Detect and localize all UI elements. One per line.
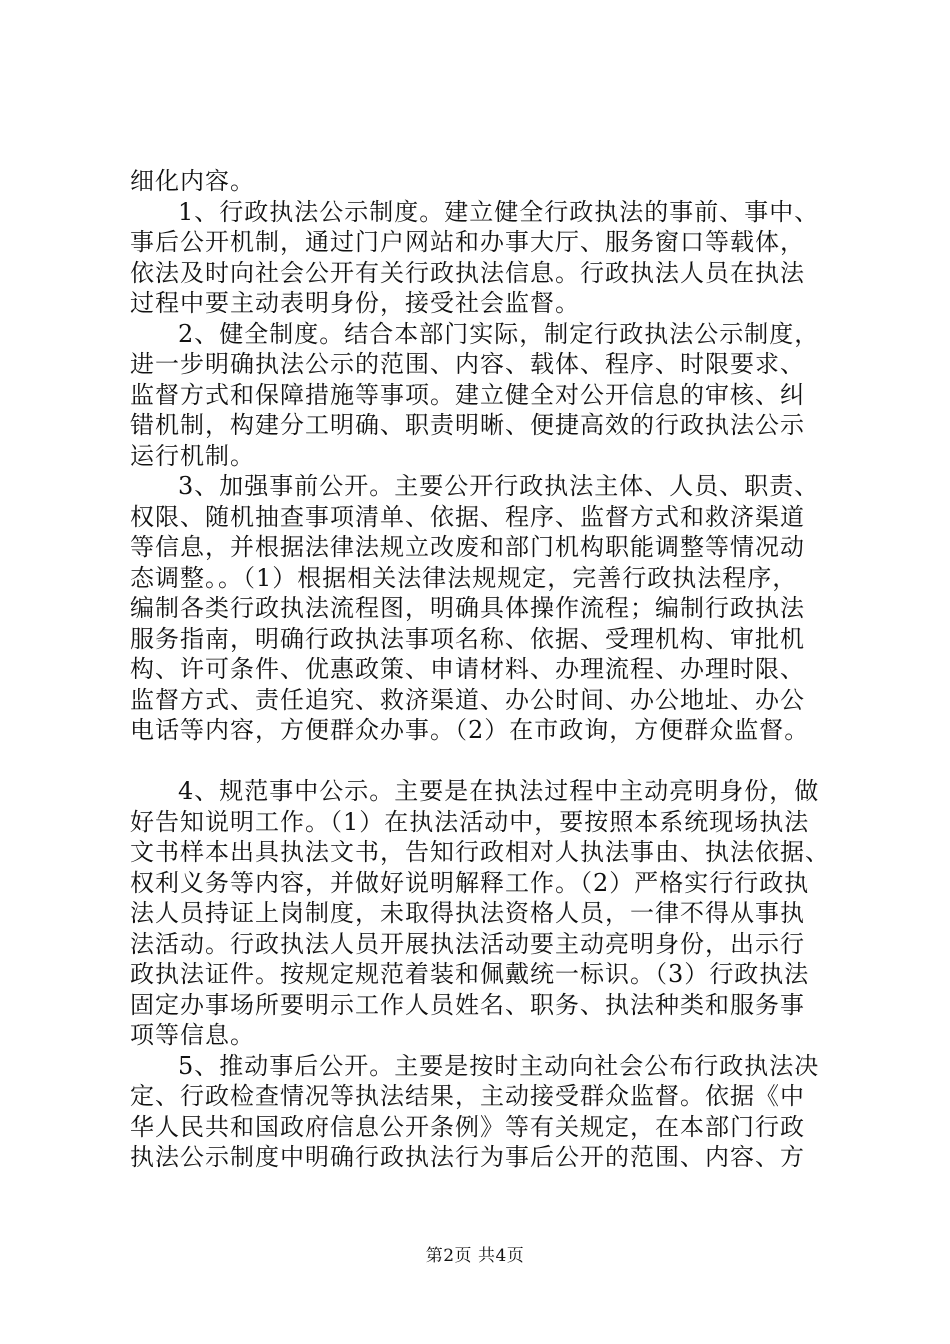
text-line: 依法及时向社会公开有关行政执法信息。行政执法人员在执法 <box>130 258 805 287</box>
text-line: 过程中要主动表明身份，接受社会监督。 <box>130 289 580 317</box>
text-line: 法人员持证上岗制度，未取得执法资格人员，一律不得从事执 <box>130 899 805 927</box>
text-line: 监督方式、责任追究、救济渠道、办公时间、办公地址、办公 <box>130 685 805 714</box>
paragraph-4-start: 4、规范事中公示。主要是在执法过程中主动亮明身份，做 <box>178 777 820 805</box>
text-line: 文书样本出具执法文书，告知行政相对人执法事由、执法依据、 <box>130 838 830 866</box>
text-line: 错机制，构建分工明确、职责明晰、便捷高效的行政执法公示 <box>130 411 805 439</box>
page-number: 第2页 共4页 <box>425 1246 525 1266</box>
text-line: 运行机制。 <box>130 441 255 470</box>
text-line: 构、许可条件、优惠政策、申请材料、办理流程、办理时限、 <box>130 655 805 683</box>
text-line: 服务指南，明确行政执法事项名称、依据、受理机构、审批机 <box>130 624 805 653</box>
document-body <box>130 166 830 1173</box>
text-line: 进一步明确执法公示的范围、内容、载体、程序、时限要求、 <box>130 350 805 378</box>
paragraph-5-start: 5、推动事后公开。主要是按时主动向社会公布行政执法决 <box>178 1051 820 1080</box>
text-line: 态调整。。（1）根据相关法律法规规定，完善行政执法程序， <box>130 563 798 592</box>
text-line: 好告知说明工作。（1）在执法活动中，要按照本系统现场执法 <box>130 807 810 836</box>
text-line: 等信息，并根据法律法规立改废和部门机构职能调整等情况动 <box>130 533 805 561</box>
text-line: 执法公示制度中明确行政执法行为事后公开的范围、内容、方 <box>130 1143 805 1171</box>
paragraph-3-start: 3、加强事前公开。主要公开行政执法主体、人员、职责、 <box>178 472 820 500</box>
text-line: 项等信息。 <box>130 1021 255 1049</box>
paragraph-1-start: 1、行政执法公示制度。建立健全行政执法的事前、事中、 <box>178 197 820 226</box>
paragraph-2-start: 2、健全制度。结合本部门实际，制定行政执法公示制度， <box>178 319 820 348</box>
blank-line <box>130 746 830 777</box>
text-line: 权利义务等内容，并做好说明解释工作。（2）严格实行行政执 <box>130 868 810 897</box>
text-line: 权限、随机抽查事项清单、依据、程序、监督方式和救济渠道 <box>130 502 805 531</box>
text-line: 细化内容。 <box>130 167 255 195</box>
text-line: 监督方式和保障措施等事项。建立健全对公开信息的审核、纠 <box>130 380 805 409</box>
text-line: 编制各类行政执法流程图，明确具体操作流程；编制行政执法 <box>130 594 805 622</box>
text-line: 固定办事场所要明示工作人员姓名、职务、执法种类和服务事 <box>130 990 805 1019</box>
text-line: 政执法证件。按规定规范着装和佩戴统一标识。（3）行政执法 <box>130 960 810 988</box>
text-line: 定、行政检查情况等执法结果，主动接受群众监督。依据《中 <box>130 1082 805 1110</box>
text-line: 电话等内容，方便群众办事。（2）在市政询，方便群众监督。 <box>130 716 810 744</box>
text-line: 华人民共和国政府信息公开条例》等有关规定，在本部门行政 <box>130 1112 805 1141</box>
text-line: 事后公开机制，通过门户网站和办事大厅、服务窗口等载体， <box>130 228 805 256</box>
text-line: 法活动。行政执法人员开展执法活动要主动亮明身份，出示行 <box>130 929 805 958</box>
